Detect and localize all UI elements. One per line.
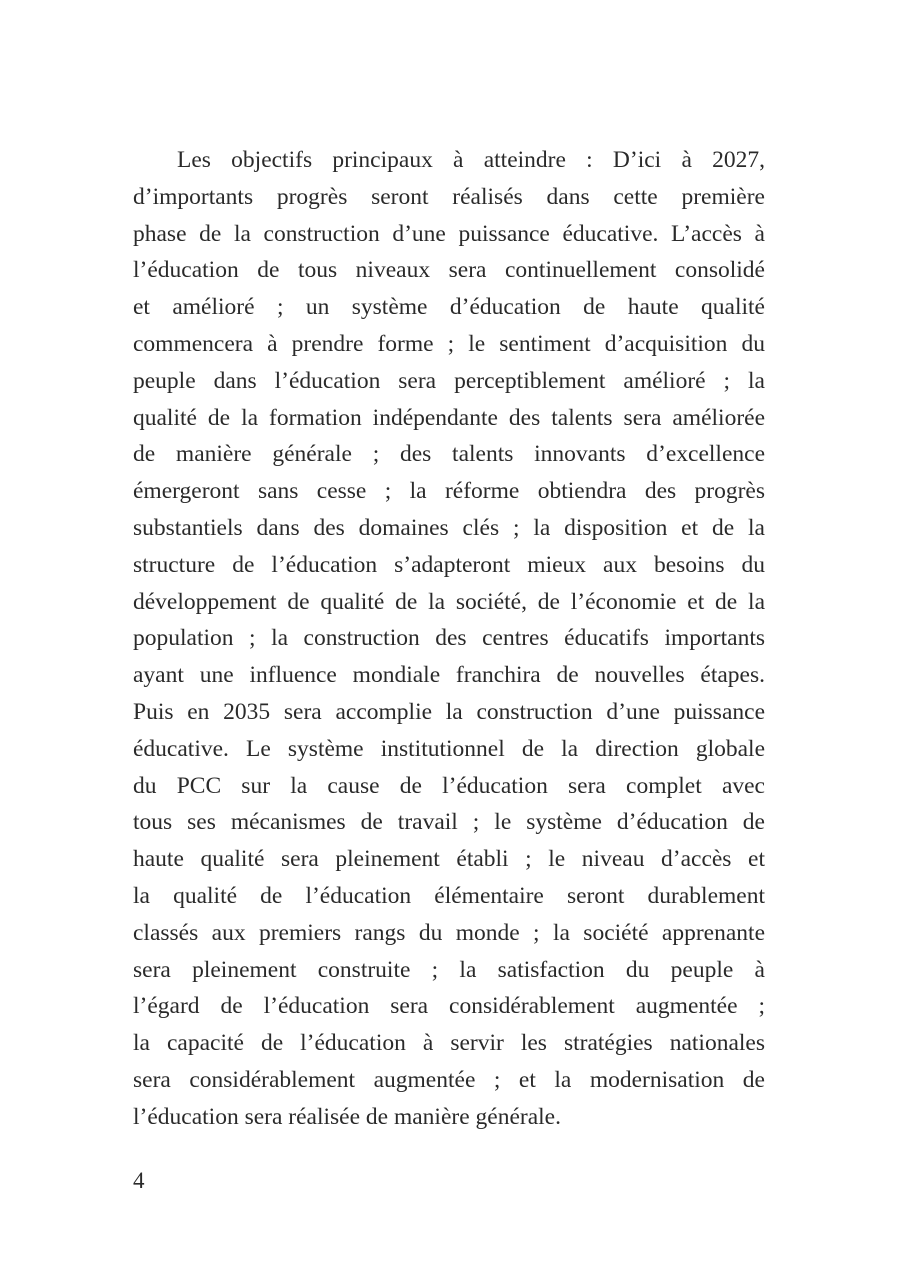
paragraph-line: phase de la construction d’une puissance éducative. L’accès à (133, 220, 765, 247)
paragraph-line: émergeront sans cesse ; la réforme obtiendra des progrès (133, 478, 765, 505)
paragraph-line: Puis en 2035 sera accomplie la construction d’une puissance (133, 698, 765, 725)
paragraph-line: population ; la construction des centres éducatifs importants (133, 625, 765, 652)
paragraph-line: de manière générale ; des talents innovants d’excellence (133, 441, 765, 468)
paragraph-line: peuple dans l’éducation sera perceptiblement amélioré ; la (133, 367, 765, 394)
paragraph-line: l’éducation de tous niveaux sera continuellement consolidé (133, 257, 765, 284)
paragraph-line: d’importants progrès seront réalisés dans cette première (133, 183, 765, 210)
body-paragraph (133, 142, 765, 1136)
paragraph-line: sera considérablement augmentée ; et la modernisation de (133, 1066, 765, 1093)
paragraph-line: substantiels dans des domaines clés ; la disposition et de la (133, 514, 765, 541)
paragraph-line: structure de l’éducation s’adapteront mieux aux besoins du (133, 551, 765, 578)
paragraph-line: haute qualité sera pleinement établi ; le niveau d’accès et (133, 846, 765, 873)
paragraph-line: tous ses mécanismes de travail ; le système d’éducation de (133, 809, 765, 836)
paragraph-line: la qualité de l’éducation élémentaire seront durablement (133, 882, 765, 909)
page-number: 4 (133, 1168, 145, 1193)
paragraph-line: Les objectifs principaux à atteindre : D’ici à 2027, (177, 147, 765, 173)
paragraph-line: l’égard de l’éducation sera considérablement augmentée ; (133, 993, 765, 1020)
paragraph-line: éducative. Le système institutionnel de la direction globale (133, 735, 765, 762)
paragraph-line: ayant une influence mondiale franchira de nouvelles étapes. (133, 662, 765, 689)
paragraph-line: commencera à prendre forme ; le sentiment d’acquisition du (133, 330, 765, 357)
paragraph-line: et amélioré ; un système d’éducation de haute qualité (133, 294, 765, 321)
paragraph-line: développement de qualité de la société, de l’économie et de la (133, 588, 765, 615)
paragraph-line: classés aux premiers rangs du monde ; la société apprenante (133, 919, 765, 946)
paragraph-line: la capacité de l’éducation à servir les stratégies nationales (133, 1030, 765, 1057)
paragraph-line: du PCC sur la cause de l’éducation sera complet avec (133, 772, 765, 799)
paragraph-line: sera pleinement construite ; la satisfaction du peuple à (133, 956, 765, 983)
paragraph-line: qualité de la formation indépendante des talents sera améliorée (133, 404, 765, 431)
paragraph-line: l’éducation sera réalisée de manière générale. (133, 1103, 561, 1130)
